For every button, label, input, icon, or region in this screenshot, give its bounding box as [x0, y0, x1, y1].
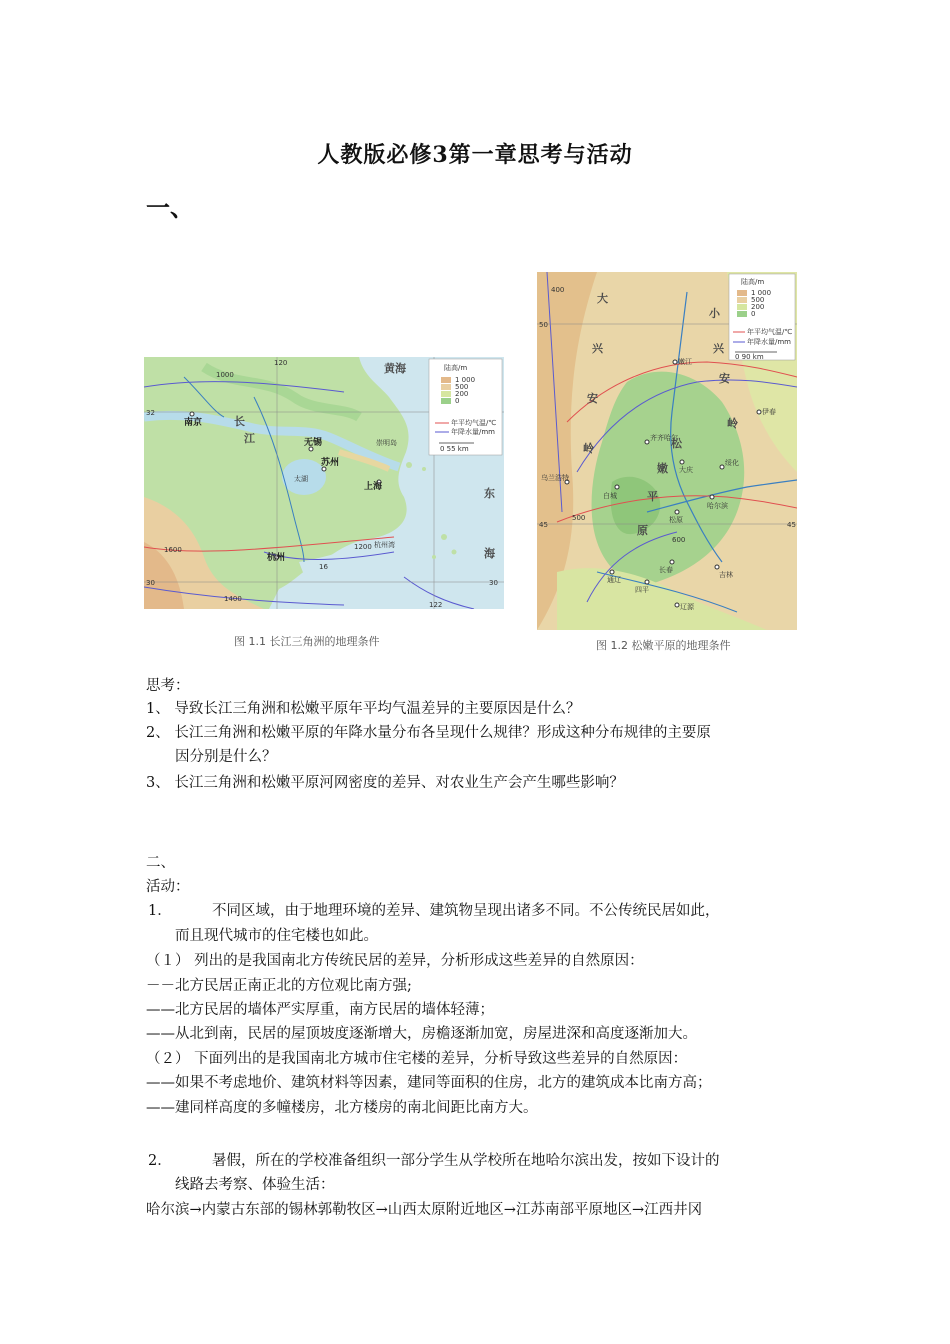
section-two-heading: 二、 [146, 855, 175, 871]
isoline-label: 16 [319, 563, 328, 571]
plain-label: 松 [671, 437, 682, 450]
activity-1-sub-1-item: ——北方民居的墙体严实厚重，南方民居的墙体轻薄； [146, 1002, 494, 1018]
map1-legend-level: 0 [455, 397, 460, 405]
songnen-plain-map [537, 272, 797, 630]
map2-legend-level: 0 [751, 310, 756, 318]
place-label: 大庆 [679, 466, 693, 474]
yangtze-delta-map [144, 357, 504, 609]
map2-legend-rain: 年降水量/mm [747, 338, 791, 346]
plain-label: 原 [637, 524, 648, 537]
plain-label: 嫩 [657, 462, 668, 475]
activity-1-number: 1． [148, 903, 172, 919]
map1-legend-level: 500 [455, 383, 469, 391]
longitude-label: 122 [429, 601, 443, 609]
map1-legend-temp: 年平均气温/℃ [451, 419, 497, 427]
map1-legend [429, 359, 502, 455]
isoline-label: 1200 [354, 543, 372, 551]
place-label: 长春 [659, 566, 673, 574]
range-label: 岭 [727, 417, 738, 430]
activity-1-sub-1: （１） 列出的是我国南北方传统民居的差异，分析形成这些差异的自然原因： [146, 953, 644, 969]
place-label: 辽源 [680, 603, 694, 611]
activity-1-sub-2: （２） 下面列出的是我国南北方城市住宅楼的差异，分析导致这些差异的自然原因： [146, 1051, 688, 1067]
range-label: 安 [587, 392, 598, 405]
isoline-label: 1400 [224, 595, 242, 603]
map1-legend-rain: 年降水量/mm [451, 428, 495, 436]
place-label: 嫩江 [678, 358, 692, 366]
activity-2-number: 2． [148, 1153, 172, 1169]
plain-label: 平 [647, 490, 658, 503]
map1-scale: 0 55 km [440, 445, 469, 453]
map2-legend-level: 200 [751, 303, 765, 311]
activity-2-text-cont: 线路去考察、体验生活： [175, 1177, 335, 1193]
map2-legend-title: 陆高/m [741, 278, 765, 286]
think-question-3: 3、 长江三角洲和松嫩平原河网密度的差异、对农业生产会产生哪些影响？ [146, 775, 624, 791]
water-label: 杭州湾 [374, 541, 395, 549]
map1-legend-level: 200 [455, 390, 469, 398]
water-label: 海 [484, 547, 495, 560]
range-label: 大 [597, 292, 608, 305]
range-label: 岭 [583, 442, 594, 455]
isoline-label: 500 [572, 514, 586, 522]
map2-legend-level: 500 [751, 296, 765, 304]
figure2-caption: 图 1.2 松嫩平原的地理条件 [596, 639, 731, 652]
range-label: 兴 [713, 342, 724, 355]
place-label: 松原 [669, 516, 683, 524]
place-label: 四平 [635, 586, 649, 594]
water-label: 黄海 [384, 362, 406, 375]
think-heading: 思考： [146, 678, 190, 694]
water-label: 东 [484, 487, 495, 500]
place-label: 杭州 [267, 553, 286, 563]
think-question-1: 1、 导致长江三角洲和松嫩平原年平均气温差异的主要原因是什么？ [146, 701, 581, 717]
place-label: 白城 [603, 492, 617, 500]
place-label: 齐齐哈尔 [650, 434, 678, 442]
isoline-label: 1600 [164, 546, 182, 554]
range-label: 小 [709, 307, 720, 320]
place-label: 通辽 [607, 576, 621, 584]
water-label: 江 [244, 432, 255, 445]
figure1-caption: 图 1.1 长江三角洲的地理条件 [234, 635, 380, 648]
think-question-2-cont: 因分别是什么？ [175, 749, 277, 765]
place-label: 无锡 [304, 438, 323, 448]
map1-legend-level: 1 000 [455, 376, 476, 384]
place-label: 绥化 [725, 459, 739, 467]
activity-2-route: 哈尔滨→内蒙古东部的锡林郭勒牧区→山西太原附近地区→江苏南部平原地区→江西井冈 [146, 1202, 703, 1218]
activity-heading: 活动： [146, 879, 190, 895]
water-label: 长 [234, 415, 245, 428]
latitude-label: 30 [146, 579, 155, 587]
latitude-label: 45 [787, 521, 796, 529]
activity-1-sub-1-item: －－北方民居正南正北的方位观比南方强; [146, 978, 412, 994]
activity-1-text: 不同区域，由于地理环境的差异、建筑物呈现出诸多不同。不公传统民居如此， [212, 903, 720, 919]
longitude-label: 120 [274, 359, 288, 367]
latitude-label: 30 [489, 579, 498, 587]
map2-legend-level: 1 000 [751, 289, 772, 297]
place-label: 哈尔滨 [707, 502, 728, 510]
place-label: 太湖 [294, 475, 308, 483]
latitude-label: 45 [539, 521, 548, 529]
document-title: 人教版必修3第一章思考与活动 [317, 142, 633, 168]
place-label: 伊春 [762, 408, 776, 416]
activity-1-sub-2-item: ——建同样高度的多幢楼房，北方楼房的南北间距比南方大。 [146, 1100, 538, 1116]
activity-1-text-cont: 而且现代城市的住宅楼也如此。 [175, 928, 378, 944]
latitude-label: 32 [146, 409, 155, 417]
place-label: 吉林 [719, 571, 733, 579]
place-label: 乌兰浩特 [541, 474, 569, 482]
place-label: 崇明岛 [376, 439, 397, 447]
activity-1-sub-1-item: ——从北到南，民居的屋顶坡度逐渐增大，房檐逐渐加宽，房屋进深和高度逐渐加大。 [146, 1026, 697, 1042]
place-label: 南京 [184, 418, 203, 428]
range-label: 安 [719, 372, 730, 385]
map2-legend-temp: 年平均气温/℃ [747, 328, 793, 336]
map1-legend-title: 陆高/m [444, 364, 468, 372]
map2-scale: 0 90 km [735, 353, 764, 361]
isoline-label: 400 [551, 286, 565, 294]
isoline-label: 1000 [216, 371, 234, 379]
activity-2-text: 暑假，所在的学校准备组织一部分学生从学校所在地哈尔滨出发，按如下设计的 [212, 1153, 720, 1169]
range-label: 兴 [592, 342, 603, 355]
latitude-label: 50 [539, 321, 548, 329]
isoline-label: 600 [672, 536, 686, 544]
place-label: 苏州 [321, 458, 340, 468]
section-one-heading: 一、 [146, 193, 194, 222]
activity-1-sub-2-item: ——如果不考虑地价、建筑材料等因素，建同等面积的住房，北方的建筑成本比南方高； [146, 1075, 712, 1091]
place-label: 上海 [364, 482, 383, 492]
think-question-2: 2、 长江三角洲和松嫩平原的年降水量分布各呈现什么规律？形成这种分布规律的主要原 [146, 725, 711, 741]
